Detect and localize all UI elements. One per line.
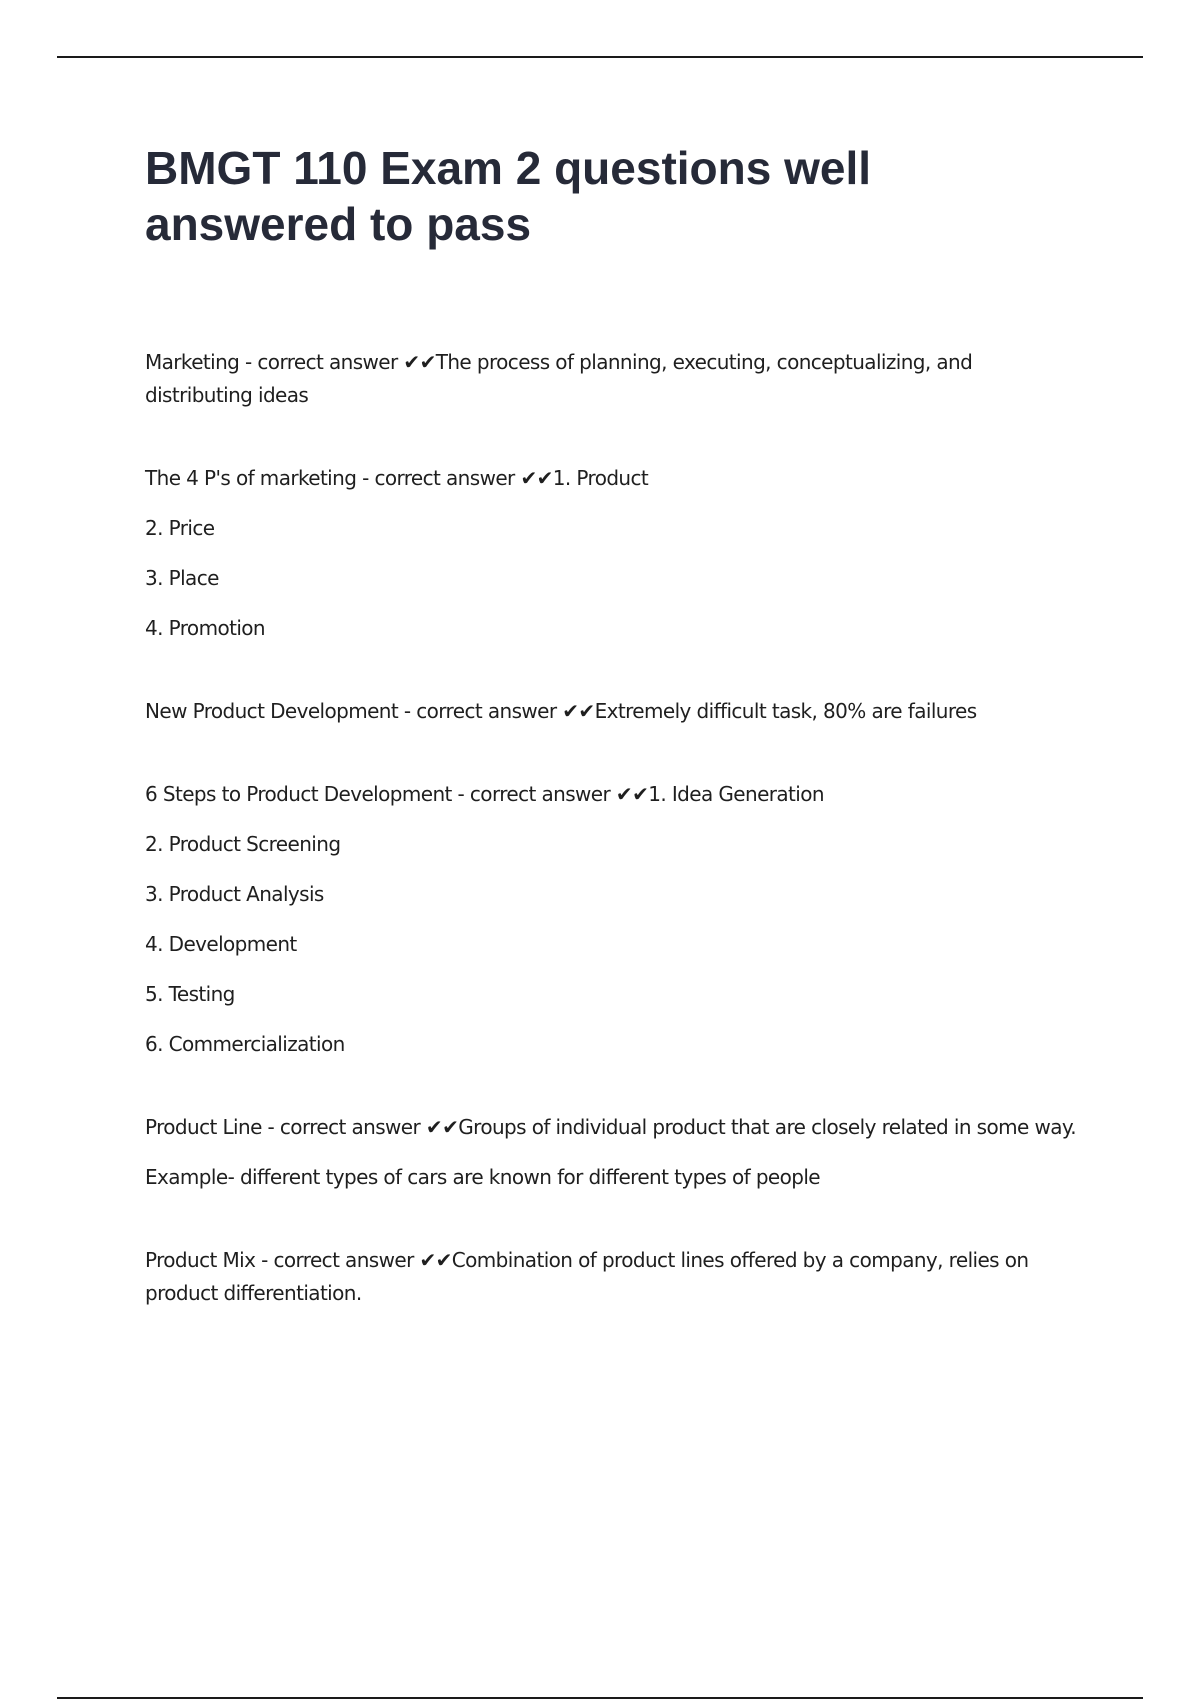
qa-entry-product-line [145, 1111, 1085, 1194]
double-check-icon: ✔✔ [403, 350, 436, 374]
list-item: 4. Development [145, 932, 297, 956]
answer: Extremely difficult task, 80% are failures [594, 699, 977, 723]
qa-entry-marketing [145, 346, 1085, 412]
answer: 1. Idea Generation [648, 782, 824, 806]
list-item: 4. Promotion [145, 616, 265, 640]
separator: - correct answer [451, 782, 616, 806]
answer: Groups of individual product that are closely related in some way. [458, 1115, 1077, 1139]
term: 6 Steps to Product Development [145, 782, 452, 806]
list-item: 3. Place [145, 566, 219, 590]
qa-question-line [145, 462, 1085, 495]
qa-list [145, 346, 1085, 1310]
qa-question-line [145, 346, 1085, 412]
separator: - correct answer [239, 350, 404, 374]
double-check-icon: ✔✔ [419, 1248, 452, 1272]
qa-entry-4ps [145, 462, 1085, 645]
double-check-icon: ✔✔ [520, 466, 553, 490]
qa-entry-product-mix [145, 1244, 1085, 1310]
top-divider [57, 56, 1143, 58]
term: New Product Development [145, 699, 399, 723]
list-item: 2. Price [145, 516, 215, 540]
list-item: 3. Product Analysis [145, 882, 324, 906]
term: Marketing [145, 350, 240, 374]
list-item: 2. Product Screening [145, 832, 341, 856]
term: Product Mix [145, 1248, 256, 1272]
separator: - correct answer [255, 1248, 420, 1272]
separator: - correct answer [398, 699, 563, 723]
document-title: BMGT 110 Exam 2 questions well answered to pass [145, 142, 872, 250]
answer: Combination of product lines offered by a company, relies on product differentiation. [145, 1248, 1029, 1305]
separator: - correct answer [261, 1115, 426, 1139]
bottom-divider [57, 1697, 1143, 1699]
qa-entry-new-product-development [145, 695, 1085, 728]
answer: 1. Product [552, 466, 649, 490]
answer: The process of planning, executing, conceptualizing, and distributing ideas [145, 350, 973, 407]
qa-question-line [145, 695, 1085, 728]
qa-question-line [145, 1111, 1085, 1144]
example-line: Example- different types of cars are known for different types of people [145, 1165, 821, 1189]
list-item: 6. Commercialization [145, 1032, 345, 1056]
double-check-icon: ✔✔ [562, 699, 595, 723]
term: Product Line [145, 1115, 262, 1139]
qa-question-line [145, 1244, 1085, 1310]
document-body [145, 140, 1085, 1360]
qa-question-line [145, 778, 1085, 811]
qa-entry-6-steps [145, 778, 1085, 1061]
double-check-icon: ✔✔ [425, 1115, 459, 1139]
list-item: 5. Testing [145, 982, 235, 1006]
separator: - correct answer [356, 466, 521, 490]
double-check-icon: ✔✔ [615, 782, 649, 806]
term: The 4 P's of marketing [145, 466, 357, 490]
